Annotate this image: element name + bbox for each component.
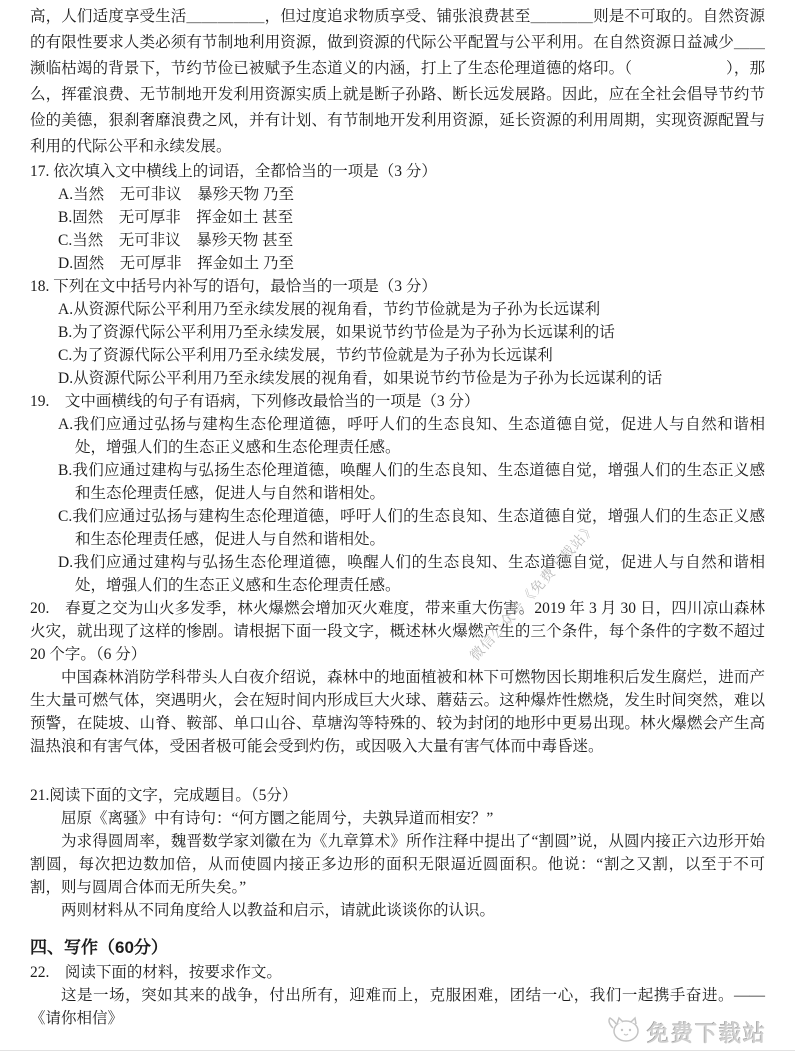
q19-stem: 19. 文中画横线的句子有语病，下列修改最恰当的一项是（3 分） [30,393,480,410]
q17-option-a: A.当然 无可非议 暴殄天物 乃至 [58,186,294,203]
q17-option-b: B.固然 无可厚非 挥金如土 甚至 [58,209,294,226]
q19-option-c: C.我们应通过弘扬与建构生态伦理道德，呼吁人们的生态良知、生态道德自觉，增强人们的生态正义感和生态伦理责任感，促进人与自然和谐相处。 [58,508,765,548]
q18-stem: 18. 下列在文中括号内补写的语句，最恰当的一项是（3 分） [30,278,437,295]
q21-task: 两则材料从不同角度给人以教益和启示，请就此谈谈你的认识。 [61,902,496,919]
q18-options [58,298,765,390]
question-18 [30,275,765,390]
question-17 [30,160,765,275]
q17-stem: 17. 依次填入文中横线上的词语，全都恰当的一项是（3 分） [30,163,437,180]
q17-options [58,183,765,275]
question-20 [30,597,765,758]
question-21 [30,784,765,922]
question-19 [30,390,765,597]
q20-stem: 20. 春夏之交为山火多发季，林火爆燃会增加灭火难度，带来重大伤害。2019 年 3 月 30 日，四川凉山森林火灾，就出现了这样的惨剧。请根据下面一段文字，概述林火爆燃产生的三个条件，每个条件的字数不超过 20 个字。（6 分） [30,600,765,663]
q17-option-c: C.当然 无可非议 暴殄天物 甚至 [58,232,294,249]
question-22 [30,961,765,1030]
footer-watermark-text: 免费下载站 [646,1021,767,1046]
q21-quote-quyuan: 屈原《离骚》中有诗句：“何方圜之能周兮，夫孰异道而相安？” [61,810,494,827]
q19-options [58,413,765,597]
intro-paragraph: 高，人们适度享受生活＿＿＿＿＿，但过度追求物质享受、铺张浪费甚至＿＿＿＿则是不可取的。自然资源的有限性要求人类必须有节制地利用资源，做到资源的代际公平配置与公平利用。在自然资源日益减少＿＿濒临枯竭的背景下，节约节俭已被赋予生态道义的内涵，打上了生态伦理道德的烙印。（ ），那么，挥霍浪费、无节制地开发利用资源实质上就是断子孙路、断长远发展路。因此，应在全社会倡导节约节俭的美德，狠刹奢靡浪费之风，并有计划、有节制地开发利用资源，延长资源的利用周期，实现资源配置与利用的代际公平和永续发展。 [30,8,765,155]
q19-option-a: A.我们应通过弘扬与建构生态伦理道德，呼吁人们的生态良知、生态道德自觉，促进人与自然和谐相处，增强人们的生态正义感和生态伦理责任感。 [58,416,765,456]
diagonal-watermark: 微信公众号《免费下载站》 [468,520,600,665]
q22-material: 这是一场，突如其来的战争，付出所有，迎难而上，克服困难，团结一心，我们一起携手奋进。——《请你相信》 [30,987,765,1027]
q18-option-a: A.从资源代际公平利用乃至永续发展的视角看，节约节俭就是为子孙为长远谋利 [58,301,601,318]
q21-stem: 21.阅读下面的文字，完成题目。（5分） [30,787,298,804]
q19-option-b: B.我们应通过建构与弘扬生态伦理道德，唤醒人们的生态良知、生态道德自觉，增强人们的生态正义感和生态伦理责任感，促进人与自然和谐相处。 [58,462,765,502]
q22-stem: 22. 阅读下面的材料，按要求作文。 [30,964,282,981]
q20-passage: 中国森林消防学科带头人白夜介绍说，森林中的地面植被和林下可燃物因长期堆积后发生腐烂，进而产生大量可燃气体，突遇明火，会在短时间内形成巨大火球、蘑菇云。这种爆炸性燃烧，发生时间突然，难以预警，在陡坡、山脊、鞍部、单口山谷、草塘沟等特殊的、较为封闭的地形中更易出现。林火爆燃会产生高温热浪和有害气体，受困者极可能会受到灼伤，或因吸入大量有害气体而中毒昏迷。 [30,669,765,755]
q19-option-d: D.我们应通过建构与弘扬生态伦理道德，唤醒人们的生态良知、生态道德自觉，促进人与自然和谐相处，增强人们的生态正义感和生态伦理责任感。 [58,554,765,594]
q17-option-d: D.固然 无可厚非 挥金如土 乃至 [58,255,294,272]
q21-quote-liuhui: 为求得圆周率，魏晋数学家刘徽在为《九章算术》所作注释中提出了“割圆”说，从圆内接正六边形开始割圆，每次把边数加倍，从而使圆内接正多边形的面积无限逼近圆面积。他说：“割之又割，以至于不可割，则与圆周合体而无所失矣。” [30,833,765,896]
q18-option-d: D.从资源代际公平利用乃至永续发展的视角看，如果说节约节俭是为子孙为长远谋利的话 [58,370,663,387]
q18-option-b: B.为了资源代际公平利用乃至永续发展，如果说节约节俭是为子孙为长远谋利的话 [58,324,615,341]
q18-option-c: C.为了资源代际公平利用乃至永续发展，节约节俭就是为子孙为长远谋利 [58,347,553,364]
section-4-title: 四、写作（60分） [30,938,168,957]
scan-edge-line [0,1050,795,1051]
